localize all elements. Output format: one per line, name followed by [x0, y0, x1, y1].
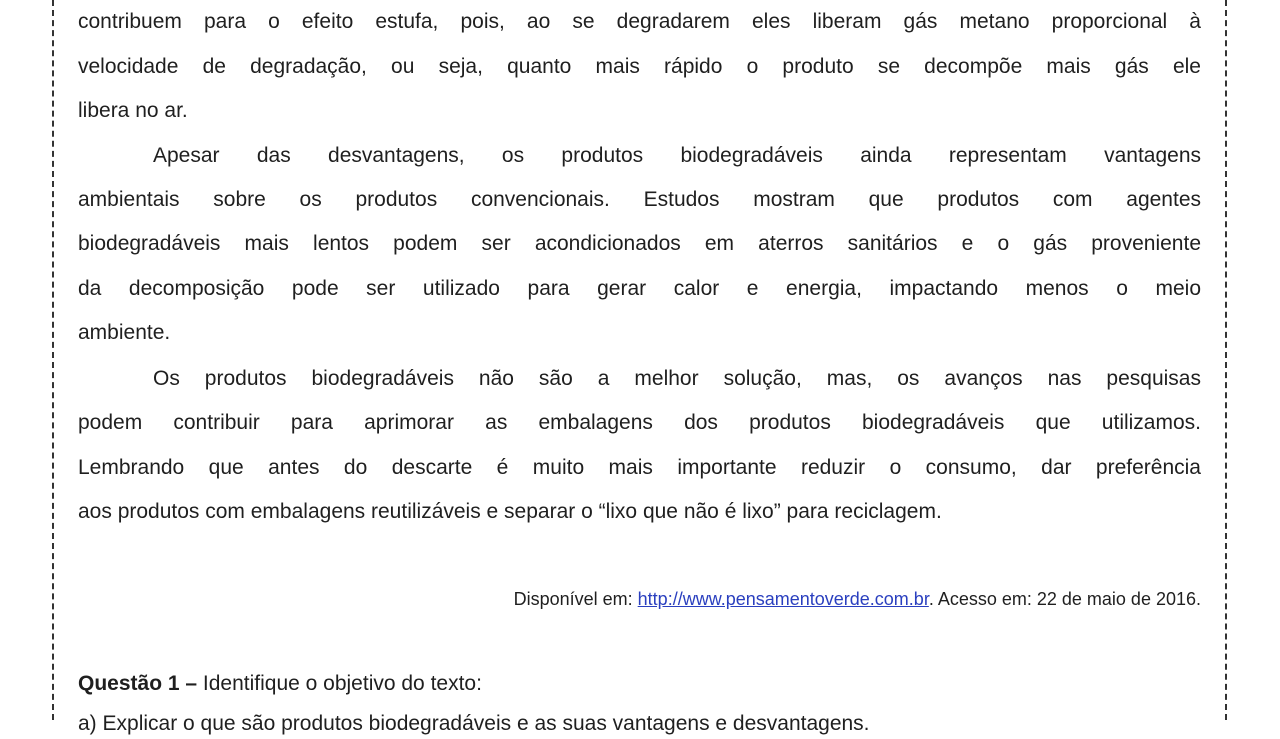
paragraph-3-line-3: Lembrando que antes do descarte é muito mais importante reduzir o consumo, dar preferência [78, 456, 1201, 479]
question-text: Identifique o objetivo do texto: [197, 672, 482, 695]
dashed-border-left [52, 0, 54, 720]
paragraph-3-line-2: podem contribuir para aprimorar as embalagens dos produtos biodegradáveis que utilizamos. [78, 411, 1201, 434]
source-link[interactable]: http://www.pensamentoverde.com.br [637, 589, 929, 609]
paragraph-2-line-3: biodegradáveis mais lentos podem ser acondicionados em aterros sanitários e o gás proveniente [78, 232, 1201, 255]
paragraph-1-line-3: libera no ar. [78, 99, 188, 122]
paragraph-2-line-2: ambientais sobre os produtos convencionais. Estudos mostram que produtos com agentes [78, 188, 1201, 211]
source-prefix: Disponível em: [513, 589, 638, 609]
paragraph-2-line-5: ambiente. [78, 321, 171, 344]
question-label: Questão 1 – [78, 672, 198, 695]
source-citation [514, 585, 1201, 613]
paragraph-3-line-4: aos produtos com embalagens reutilizáveis e separar o “lixo que não é lixo” para reciclagem. [78, 500, 942, 523]
paragraph-2-line-1: Apesar das desvantagens, os produtos biodegradáveis ainda representam vantagens [153, 144, 1201, 167]
paragraph-2-line-4: da decomposição pode ser utilizado para gerar calor e energia, impactando menos o meio [78, 277, 1201, 300]
dashed-border-right [1225, 0, 1227, 720]
paragraph-1-line-1: contribuem para o efeito estufa, pois, ao se degradarem eles liberam gás metano proporcional à [78, 10, 1201, 33]
paragraph-3-line-1: Os produtos biodegradáveis não são a melhor solução, mas, os avanços nas pesquisas [153, 367, 1201, 390]
answer-option-a-partial: a) Explicar o que são produtos biodegradáveis e as suas vantagens e desvantagens. [78, 712, 870, 735]
question-1 [78, 669, 482, 699]
paragraph-1-line-2: velocidade de degradação, ou seja, quanto mais rápido o produto se decompõe mais gás ele [78, 55, 1201, 78]
source-suffix: . Acesso em: 22 de maio de 2016. [928, 589, 1201, 609]
